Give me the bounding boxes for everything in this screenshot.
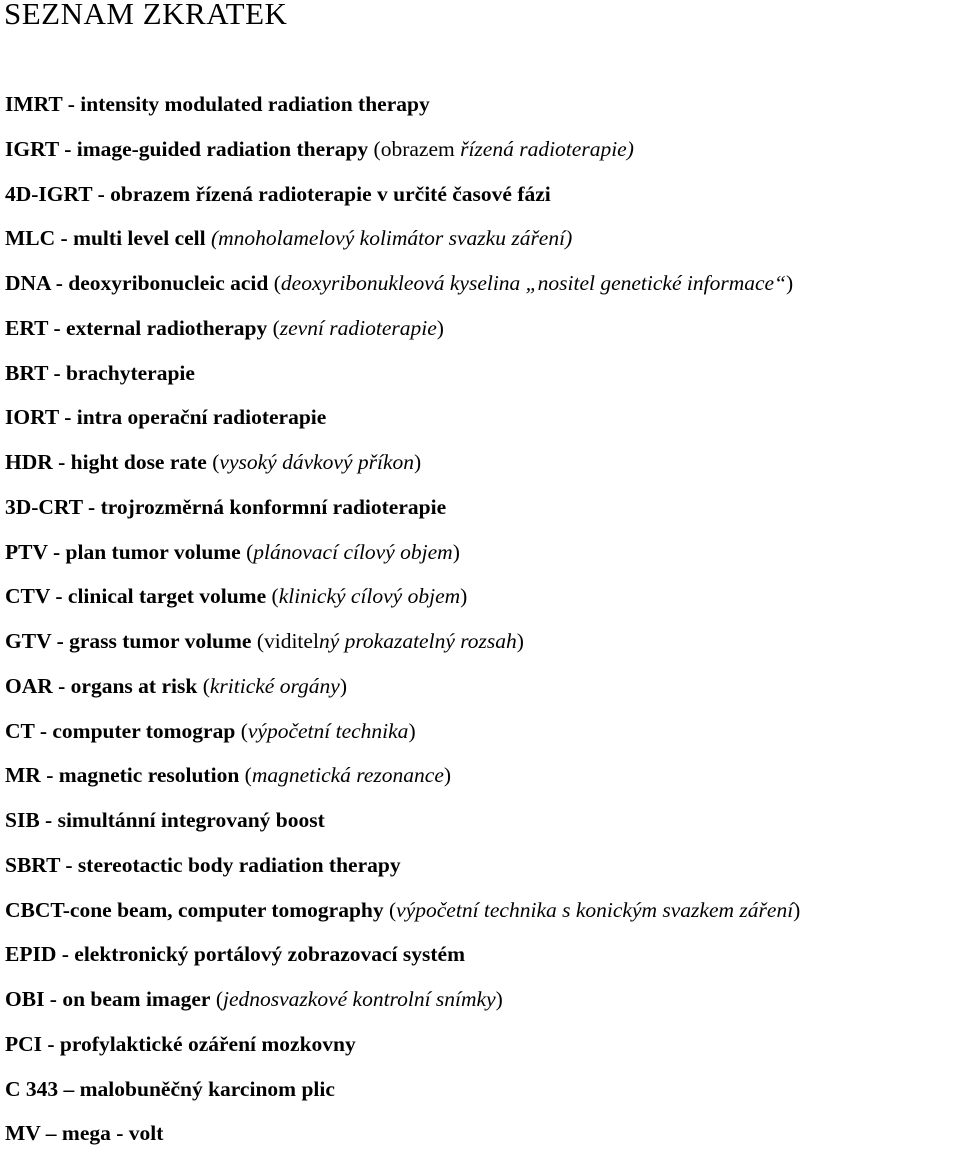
abbreviation-term: EPID - elektronický portálový zobrazovací systém <box>5 942 465 967</box>
explanation-segment: výpočetní technika <box>247 718 409 743</box>
abbreviation-term: IMRT - intensity modulated radiation therapy <box>5 92 430 116</box>
abbreviation-term: SIB - simultánní integrovaný boost <box>5 808 325 832</box>
explanation-segment: magnetická rezonance <box>251 763 444 788</box>
abbreviation-entry <box>5 932 800 977</box>
abbreviation-explanation <box>251 629 524 653</box>
explanation-segment: ( <box>206 450 220 474</box>
abbreviation-term: PCI - profylaktické ozáření mozkovny <box>5 1031 356 1056</box>
abbreviation-entry <box>5 395 800 440</box>
explanation-segment: ( <box>266 584 279 609</box>
abbreviation-term: BRT - brachyterapie <box>5 360 195 385</box>
explanation-segment: ( <box>383 897 397 922</box>
explanation-segment: (viditel <box>251 629 319 653</box>
abbreviation-entry <box>5 261 800 306</box>
abbreviation-entry <box>5 843 800 888</box>
explanation-segment: ) <box>786 271 794 295</box>
page-title: SEZNAM ZKRATEK <box>4 0 288 31</box>
explanation-segment: (mnoholamelový kolimátor svazku záření) <box>210 226 573 251</box>
abbreviation-term: GTV - grass tumor volume <box>5 629 252 653</box>
abbreviation-entry <box>5 351 800 396</box>
abbreviation-explanation <box>239 763 451 787</box>
abbreviation-term: C 343 – malobuněčný karcinom plic <box>5 1076 335 1101</box>
abbreviation-term: MR - magnetic resolution <box>5 763 240 788</box>
explanation-segment: vysoký dávkový příkon <box>219 450 414 474</box>
abbreviation-entry <box>5 172 800 217</box>
abbreviation-explanation <box>268 271 793 295</box>
abbreviation-explanation <box>235 719 415 743</box>
abbreviation-term: IGRT - image-guided radiation therapy <box>5 136 369 161</box>
explanation-segment: ) <box>495 987 503 1011</box>
abbreviation-entry <box>5 306 800 351</box>
explanation-segment: zevní radioterapie <box>279 315 437 340</box>
abbreviation-term: MV – mega - volt <box>5 1121 164 1146</box>
abbreviation-entry <box>5 82 800 127</box>
abbreviation-term: CBCT-cone beam, computer tomography <box>5 897 384 922</box>
abbreviation-term: CT - computer tomograp <box>5 718 236 743</box>
explanation-segment: ( <box>235 718 248 743</box>
explanation-segment: ( <box>197 673 210 698</box>
abbreviation-explanation <box>206 226 573 250</box>
abbreviation-entry <box>5 1111 800 1156</box>
abbreviation-entry <box>5 127 800 172</box>
abbreviation-term: HDR - hight dose rate <box>5 450 207 474</box>
explanation-segment: ( <box>267 315 280 340</box>
explanation-segment: klinický cílový objem <box>278 584 461 609</box>
explanation-segment: ný prokazatelný rozsah <box>318 629 517 653</box>
explanation-segment: výpočetní technika s konickým svazkem záření <box>396 897 794 922</box>
abbreviation-term: IORT - intra operační radioterapie <box>5 405 327 430</box>
explanation-segment: ) <box>339 673 347 698</box>
explanation-segment: (obrazem <box>368 136 461 161</box>
explanation-segment: ) <box>460 584 468 609</box>
abbreviation-entry <box>5 530 800 575</box>
explanation-segment: ) <box>793 897 801 922</box>
abbreviation-entry <box>5 216 800 261</box>
abbreviation-term: DNA - deoxyribonucleic acid <box>5 271 269 295</box>
abbreviation-list <box>5 82 800 1156</box>
abbreviation-entry <box>5 574 800 619</box>
explanation-segment: řízená radioterapie) <box>460 136 634 161</box>
abbreviation-entry <box>5 664 800 709</box>
abbreviation-entry <box>5 1022 800 1067</box>
abbreviation-explanation <box>368 137 634 161</box>
abbreviation-explanation <box>197 674 347 698</box>
abbreviation-term: ERT - external radiotherapy <box>5 315 268 340</box>
abbreviation-entry <box>5 753 800 798</box>
abbreviation-term: 4D-IGRT - obrazem řízená radioterapie v určité časové fázi <box>5 181 551 206</box>
abbreviation-explanation <box>241 540 460 564</box>
abbreviation-term: OAR - organs at risk <box>5 673 198 698</box>
explanation-segment: ) <box>408 718 416 743</box>
explanation-segment: ( <box>268 271 281 295</box>
abbreviation-entry <box>5 485 800 530</box>
abbreviation-entry <box>5 619 800 664</box>
abbreviation-explanation <box>210 987 502 1011</box>
abbreviation-term: 3D-CRT - trojrozměrná konformní radioterapie <box>5 494 447 519</box>
explanation-segment: ) <box>516 629 524 653</box>
abbreviation-explanation <box>384 898 801 922</box>
abbreviation-term: PTV - plan tumor volume <box>5 539 241 564</box>
abbreviation-entry <box>5 440 800 485</box>
explanation-segment: ) <box>443 763 452 788</box>
abbreviation-explanation <box>267 316 444 340</box>
abbreviation-term: MLC - multi level cell <box>5 226 206 251</box>
explanation-segment: plánovací cílový objem <box>253 539 453 564</box>
explanation-segment: ) <box>414 450 422 474</box>
abbreviation-explanation <box>207 450 421 474</box>
explanation-segment: ( <box>239 763 252 788</box>
abbreviation-term: CTV - clinical target volume <box>5 584 267 609</box>
abbreviation-entry <box>5 709 800 754</box>
explanation-segment: kritické orgány <box>209 673 340 698</box>
abbreviation-entry <box>5 977 800 1022</box>
explanation-segment: jednosvazkové kontrolní snímky <box>222 987 496 1011</box>
explanation-segment: ( <box>240 539 254 564</box>
abbreviation-entry <box>5 798 800 843</box>
abbreviation-entry <box>5 888 800 933</box>
explanation-segment: ( <box>210 987 223 1011</box>
explanation-segment: deoxyribonukleová kyselina „nositel genetické informace“ <box>280 271 787 295</box>
abbreviation-term: OBI - on beam imager <box>5 987 211 1011</box>
abbreviation-term: SBRT - stereotactic body radiation therapy <box>5 852 401 877</box>
abbreviation-entry <box>5 1067 800 1112</box>
explanation-segment: ) <box>452 539 460 564</box>
explanation-segment: ) <box>436 315 444 340</box>
abbreviation-explanation <box>266 584 467 608</box>
